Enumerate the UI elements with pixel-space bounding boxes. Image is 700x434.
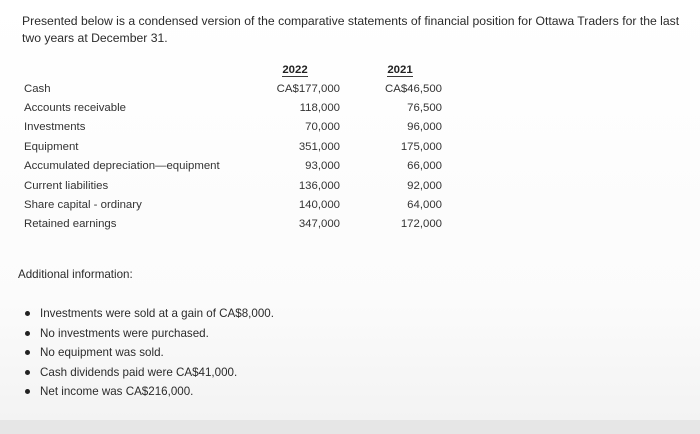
bullet-icon xyxy=(25,350,30,355)
value-2022: 136,000 xyxy=(298,179,340,192)
list-item-text: No investments were purchased. xyxy=(40,326,209,340)
row-label: Accumulated depreciation—equipment xyxy=(24,160,220,173)
value-2021: 76,500 xyxy=(407,102,442,115)
bullet-icon xyxy=(25,331,30,336)
table-row xyxy=(24,98,444,117)
bullet-icon xyxy=(25,311,30,316)
list-item xyxy=(22,382,274,402)
list-item xyxy=(22,343,274,363)
row-label: Retained earnings xyxy=(24,218,117,231)
table-row xyxy=(24,79,444,98)
bottom-edge xyxy=(0,420,700,434)
value-2022: 347,000 xyxy=(298,218,340,231)
list-item xyxy=(22,363,274,383)
row-label: Investments xyxy=(24,121,86,134)
value-2022: CA$177,000 xyxy=(276,82,340,95)
list-item xyxy=(22,324,274,344)
header-2022 xyxy=(250,62,344,79)
list-item-text: Investments were sold at a gain of CA$8,000. xyxy=(40,307,274,320)
financial-position-table xyxy=(24,62,444,234)
bullet-icon xyxy=(25,389,30,394)
table-header-row xyxy=(24,62,444,79)
table-row xyxy=(24,195,444,214)
bullet-icon xyxy=(25,370,30,375)
list-item-text: Net income was CA$216,000. xyxy=(40,385,194,399)
value-2021: 172,000 xyxy=(400,218,442,231)
additional-info-list xyxy=(22,304,274,402)
header-2021 xyxy=(344,62,444,79)
row-label: Share capital - ordinary xyxy=(24,199,142,212)
value-2022: 140,000 xyxy=(298,199,340,212)
value-2022: 118,000 xyxy=(299,102,340,115)
row-label: Current liabilities xyxy=(24,179,109,192)
value-2022: 70,000 xyxy=(305,121,340,134)
value-2022: 351,000 xyxy=(298,140,340,153)
list-item-text: No equipment was sold. xyxy=(40,346,164,360)
row-label: Accounts receivable xyxy=(24,102,126,115)
value-2021: 92,000 xyxy=(407,179,442,192)
value-2022: 93,000 xyxy=(305,160,340,173)
table-row xyxy=(24,157,444,176)
value-2021: 66,000 xyxy=(407,160,442,173)
row-label: Equipment xyxy=(24,140,79,153)
row-label: Cash xyxy=(24,82,51,95)
table-row xyxy=(24,118,444,137)
value-2021: 96,000 xyxy=(407,121,442,134)
table-row xyxy=(24,215,444,234)
list-item-text: Cash dividends paid were CA$41,000. xyxy=(40,365,238,379)
additional-info-title: Additional information: xyxy=(18,268,133,281)
header-label-column xyxy=(24,62,250,79)
value-2021: 175,000 xyxy=(400,140,442,153)
list-item xyxy=(22,304,274,324)
value-2021: CA$46,500 xyxy=(385,82,442,95)
table-row xyxy=(24,137,444,156)
header-2022-text: 2022 xyxy=(282,64,308,76)
table-row xyxy=(24,176,444,195)
intro-paragraph: Presented below is a condensed version of the comparative statements of financial position for Ottawa Traders for the last two years at December 31. xyxy=(22,14,680,45)
header-2021-text: 2021 xyxy=(387,64,413,76)
value-2021: 64,000 xyxy=(407,199,442,212)
